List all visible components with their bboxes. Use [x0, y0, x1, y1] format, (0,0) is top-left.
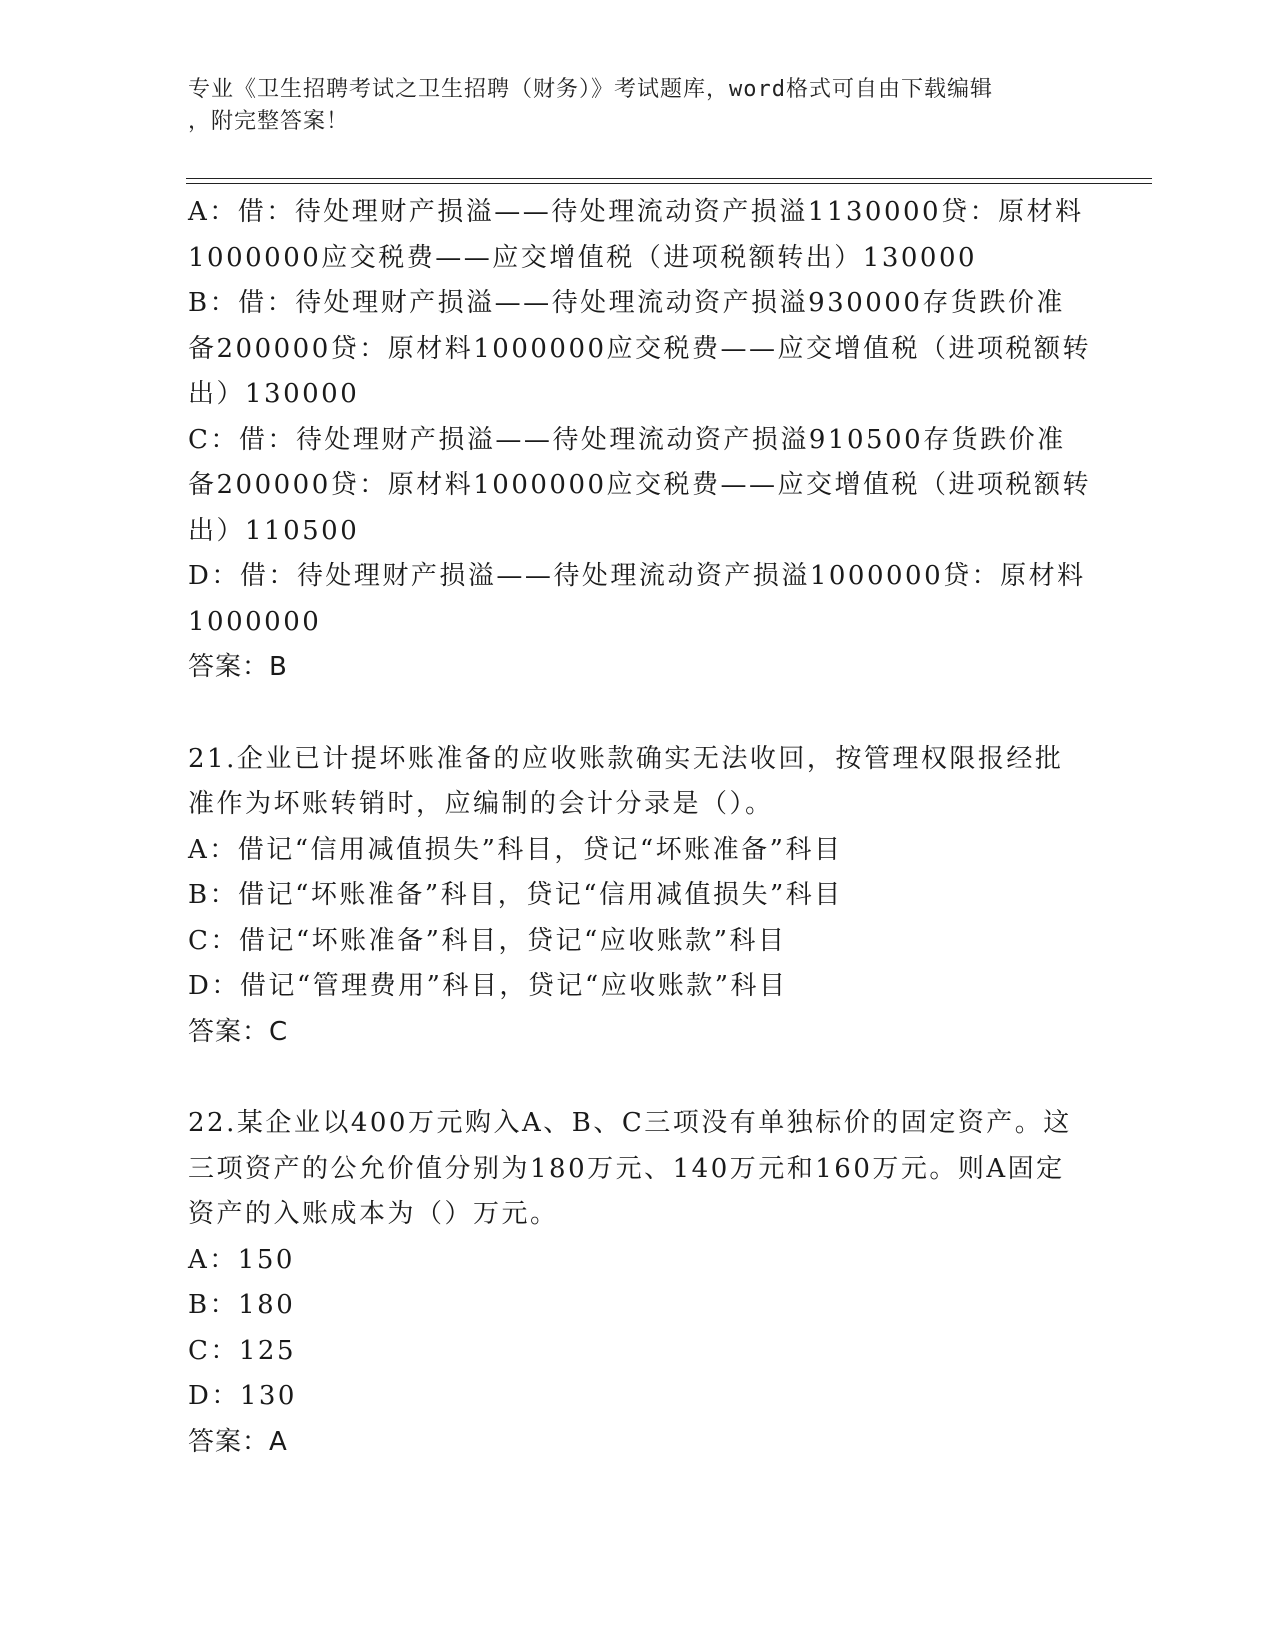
option-c: C：借记“坏账准备”科目，贷记“应收账款”科目: [188, 925, 787, 956]
option-b: 出）130000: [188, 379, 360, 409]
option-b: 备200000贷：原材料1000000应交税费——应交增值税（进项税额转: [188, 333, 1092, 364]
option-a: A：150: [188, 1244, 295, 1275]
option-b: B：借记“坏账准备”科目，贷记“信用减值损失”科目: [188, 880, 843, 910]
answer-label: 答案：B: [188, 652, 288, 682]
question-stem: 准作为坏账转销时，应编制的会计分录是（）。: [188, 789, 774, 819]
question-spacer: [188, 1055, 1088, 1101]
question-stem: 三项资产的公允价值分别为180万元、140万元和160万元。则A固定: [188, 1153, 1065, 1184]
option-a: 1000000应交税费——应交增值税（进项税额转出）130000: [188, 242, 978, 273]
option-d: D：借：待处理财产损溢——待处理流动资产损溢1000000贷：原材料: [188, 561, 1086, 591]
question-list: [188, 190, 1092, 1465]
question-spacer: [188, 691, 1088, 737]
option-c: 出）110500: [188, 515, 360, 546]
option-b: B：借：待处理财产损溢——待处理流动资产损溢930000存货跌价准: [188, 288, 1065, 318]
question-stem: 资产的入账成本为（）万元。: [188, 1199, 559, 1229]
header-line: 专业《卫生招聘考试之卫生招聘（财务）》考试题库，word格式可自由下载编辑: [188, 77, 993, 102]
answer-label: 答案：A: [188, 1426, 288, 1457]
question-21: [188, 737, 1088, 1056]
question-22: [188, 1101, 1088, 1465]
option-c: C：125: [188, 1335, 297, 1366]
header-line: ，附完整答案！: [188, 109, 350, 134]
question-20: [188, 190, 1092, 691]
header-divider: [186, 178, 1152, 179]
question-stem: 21.企业已计提坏账准备的应收账款确实无法收回，按管理权限报经批: [188, 743, 1064, 774]
option-a: A：借：待处理财产损溢——待处理流动资产损溢1130000贷：原材料: [188, 197, 1084, 227]
option-c: 备200000贷：原材料1000000应交税费——应交增值税（进项税额转: [188, 470, 1092, 500]
option-d: D：借记“管理费用”科目，贷记“应收账款”科目: [188, 971, 788, 1001]
question-stem: 22.某企业以400万元购入A、B、C三项没有单独标价的固定资产。这: [188, 1108, 1072, 1138]
header-divider: [186, 183, 1152, 184]
option-a: A：借记“信用减值损失”科目，贷记“坏账准备”科目: [188, 834, 843, 865]
answer-label: 答案：C: [188, 1016, 289, 1047]
option-c: C：借：待处理财产损溢——待处理流动资产损溢910500存货跌价准: [188, 424, 1066, 455]
option-d: 1000000: [188, 606, 322, 637]
option-d: D：130: [188, 1381, 297, 1411]
option-b: B：180: [188, 1290, 296, 1320]
document-header: [188, 74, 1088, 138]
